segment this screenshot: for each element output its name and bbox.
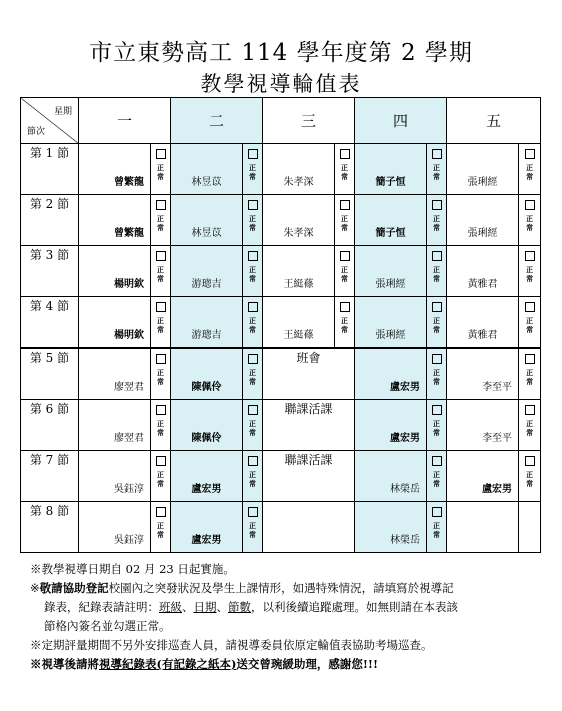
note-recording-emphasis: 敬請協助登記 bbox=[39, 581, 109, 595]
day-header-thu: 四 bbox=[355, 98, 447, 144]
teacher-name: 簡子恒 bbox=[375, 228, 406, 239]
teacher-cell bbox=[355, 144, 427, 195]
teacher-cell bbox=[79, 144, 151, 195]
period-label: 第 3 節 bbox=[21, 246, 79, 297]
normal-status-label: 正 常 bbox=[157, 368, 164, 386]
teacher-cell bbox=[355, 502, 427, 553]
teacher-name: 廖翌君 bbox=[114, 382, 144, 393]
status-cell bbox=[243, 246, 263, 297]
teacher-cell bbox=[447, 297, 519, 349]
status-cell bbox=[519, 400, 541, 451]
teacher-name: 楊明欽 bbox=[114, 330, 144, 341]
normal-status-label: 正 常 bbox=[249, 316, 257, 334]
status-cell bbox=[243, 195, 263, 246]
teacher-cell bbox=[263, 195, 335, 246]
normal-status-label: 正 常 bbox=[526, 163, 534, 181]
roster-body bbox=[21, 144, 541, 553]
normal-checkbox[interactable] bbox=[340, 149, 350, 159]
teacher-name: 盧宏男 bbox=[390, 433, 421, 444]
teacher-cell bbox=[171, 195, 243, 246]
normal-checkbox[interactable] bbox=[432, 354, 442, 364]
teacher-name: 林榮岳 bbox=[390, 535, 421, 546]
normal-checkbox[interactable] bbox=[156, 507, 166, 517]
normal-checkbox[interactable] bbox=[248, 354, 258, 364]
status-cell bbox=[335, 297, 355, 349]
normal-status-label: 正 常 bbox=[433, 470, 441, 488]
teacher-cell bbox=[263, 297, 335, 349]
teacher-name: 張琍經 bbox=[375, 330, 406, 341]
teacher-name: 林昱苡 bbox=[191, 177, 222, 188]
teacher-cell bbox=[355, 297, 427, 349]
status-cell bbox=[243, 451, 263, 502]
period-row bbox=[21, 246, 541, 297]
teacher-name: 李至平 bbox=[482, 382, 513, 393]
note-exam-period: ※定期評量期間不另外安排巡查人員，請視導委員依原定輪值表協助考場巡查。 bbox=[30, 638, 433, 652]
normal-checkbox[interactable] bbox=[156, 456, 166, 466]
normal-status-label: 正 常 bbox=[341, 214, 349, 232]
normal-checkbox[interactable] bbox=[248, 149, 258, 159]
teacher-name: 曾繁龍 bbox=[114, 228, 144, 239]
teacher-cell bbox=[355, 400, 427, 451]
teacher-cell bbox=[447, 502, 519, 553]
status-cell bbox=[151, 144, 171, 195]
note-submit: ※視導後請將視導紀錄表(有記錄之紙本)送交曾琬緩助理，感謝您!!! bbox=[30, 657, 379, 671]
status-cell bbox=[243, 144, 263, 195]
status-cell bbox=[427, 502, 447, 553]
corner-period-label: 節次 bbox=[27, 127, 46, 137]
period-row bbox=[21, 144, 541, 195]
status-cell bbox=[519, 246, 541, 297]
normal-status-label: 正 常 bbox=[157, 214, 164, 232]
teacher-name: 李至平 bbox=[482, 433, 513, 444]
normal-status-label: 正 常 bbox=[157, 521, 164, 539]
teacher-name: 黃雅君 bbox=[467, 279, 498, 290]
teacher-cell bbox=[447, 246, 519, 297]
normal-checkbox[interactable] bbox=[248, 302, 258, 312]
teacher-cell bbox=[447, 451, 519, 502]
normal-checkbox[interactable] bbox=[525, 200, 535, 210]
status-cell bbox=[243, 297, 263, 349]
normal-status-label: 正 常 bbox=[341, 163, 349, 181]
teacher-cell bbox=[171, 400, 243, 451]
normal-status-label: 正 常 bbox=[249, 419, 257, 437]
normal-checkbox[interactable] bbox=[432, 405, 442, 415]
status-cell bbox=[519, 502, 541, 553]
status-cell bbox=[427, 451, 447, 502]
teacher-cell bbox=[171, 246, 243, 297]
normal-status-label: 正 常 bbox=[157, 470, 164, 488]
normal-checkbox[interactable] bbox=[340, 200, 350, 210]
teacher-cell bbox=[447, 195, 519, 246]
normal-checkbox[interactable] bbox=[525, 302, 535, 312]
period-row bbox=[21, 348, 541, 400]
teacher-name: 陳佩伶 bbox=[191, 433, 222, 444]
normal-checkbox[interactable] bbox=[248, 507, 258, 517]
teacher-cell bbox=[263, 144, 335, 195]
day-header-wed: 三 bbox=[263, 98, 355, 144]
teacher-name: 張琍經 bbox=[467, 177, 498, 188]
normal-checkbox[interactable] bbox=[248, 251, 258, 261]
teacher-cell bbox=[79, 195, 151, 246]
normal-status-label: 正 常 bbox=[157, 316, 164, 334]
normal-status-label: 正 常 bbox=[249, 214, 257, 232]
teacher-name: 盧宏男 bbox=[191, 535, 222, 546]
teacher-name: 廖翌君 bbox=[114, 433, 144, 444]
status-cell bbox=[519, 144, 541, 195]
status-cell bbox=[151, 246, 171, 297]
teacher-cell bbox=[447, 400, 519, 451]
normal-status-label: 正 常 bbox=[341, 265, 349, 283]
normal-status-label: 正 常 bbox=[526, 214, 534, 232]
normal-status-label: 正 常 bbox=[157, 163, 164, 181]
status-cell bbox=[427, 144, 447, 195]
period-label: 第 6 節 bbox=[21, 400, 79, 451]
normal-status-label: 正 常 bbox=[433, 419, 441, 437]
normal-checkbox[interactable] bbox=[432, 149, 442, 159]
activity-cell: 聯課活課 bbox=[263, 400, 355, 451]
activity-cell: 班會 bbox=[263, 348, 355, 400]
status-cell bbox=[427, 246, 447, 297]
status-cell bbox=[151, 297, 171, 349]
status-cell bbox=[151, 348, 171, 400]
normal-checkbox[interactable] bbox=[156, 200, 166, 210]
status-cell bbox=[335, 144, 355, 195]
teacher-name: 游璁吉 bbox=[191, 330, 222, 341]
note-start-date: ※教學視導日期自 02 月 23 日起實施。 bbox=[30, 562, 235, 576]
teacher-cell bbox=[171, 297, 243, 349]
status-cell bbox=[519, 195, 541, 246]
teacher-name: 吳鈺淳 bbox=[114, 535, 144, 546]
normal-status-label: 正 常 bbox=[433, 265, 441, 283]
document-title: 市立東勢高工 114 學年度第 2 學期 bbox=[89, 40, 473, 66]
teacher-cell bbox=[355, 246, 427, 297]
status-cell bbox=[151, 400, 171, 451]
document-subtitle: 教學視導輪值表 bbox=[200, 72, 362, 96]
teacher-cell bbox=[355, 195, 427, 246]
day-header-mon: 一 bbox=[79, 98, 171, 144]
status-cell bbox=[335, 246, 355, 297]
teacher-name: 吳鈺淳 bbox=[114, 484, 144, 495]
normal-status-label: 正 常 bbox=[526, 368, 534, 386]
normal-checkbox[interactable] bbox=[248, 405, 258, 415]
status-cell bbox=[427, 297, 447, 349]
status-cell bbox=[519, 348, 541, 400]
teacher-cell bbox=[171, 144, 243, 195]
normal-checkbox[interactable] bbox=[432, 200, 442, 210]
normal-checkbox[interactable] bbox=[432, 507, 442, 517]
status-cell bbox=[151, 195, 171, 246]
period-row bbox=[21, 297, 541, 349]
teacher-name: 林榮岳 bbox=[390, 484, 421, 495]
normal-checkbox[interactable] bbox=[156, 354, 166, 364]
status-cell bbox=[151, 502, 171, 553]
status-cell bbox=[243, 502, 263, 553]
table-corner-header bbox=[21, 98, 79, 144]
teacher-name: 朱孝深 bbox=[283, 228, 314, 239]
period-row bbox=[21, 502, 541, 553]
note-recording-end: 節格內簽名並勾選正常。 bbox=[44, 619, 171, 633]
normal-status-label: 正 常 bbox=[433, 163, 441, 181]
normal-checkbox[interactable] bbox=[432, 456, 442, 466]
period-label: 第 4 節 bbox=[21, 297, 79, 349]
status-cell bbox=[151, 451, 171, 502]
normal-checkbox[interactable] bbox=[340, 302, 350, 312]
teacher-cell bbox=[355, 348, 427, 400]
status-cell bbox=[519, 451, 541, 502]
normal-status-label: 正 常 bbox=[526, 316, 534, 334]
normal-checkbox[interactable] bbox=[432, 302, 442, 312]
normal-status-label: 正 常 bbox=[526, 265, 534, 283]
status-cell bbox=[519, 297, 541, 349]
period-label: 第 8 節 bbox=[21, 502, 79, 553]
teacher-cell bbox=[447, 144, 519, 195]
normal-status-label: 正 常 bbox=[249, 470, 257, 488]
teacher-cell bbox=[171, 502, 243, 553]
normal-checkbox[interactable] bbox=[156, 405, 166, 415]
normal-status-label: 正 常 bbox=[249, 265, 257, 283]
note-submit-form: 視導紀錄表(有記錄之紙本) bbox=[99, 657, 237, 671]
teacher-name: 盧宏男 bbox=[191, 484, 222, 495]
normal-checkbox[interactable] bbox=[156, 251, 166, 261]
normal-checkbox[interactable] bbox=[248, 456, 258, 466]
normal-status-label: 正 常 bbox=[526, 470, 534, 488]
teacher-name: 朱孝深 bbox=[283, 177, 314, 188]
normal-checkbox[interactable] bbox=[156, 149, 166, 159]
note-recording: ※敬請協助登記校園內之突發狀況及學生上課情形，如遇特殊情況，請填寫於視導記 bbox=[30, 581, 454, 595]
teacher-name: 楊明欽 bbox=[114, 279, 144, 290]
normal-checkbox[interactable] bbox=[432, 251, 442, 261]
duty-roster-table bbox=[20, 97, 541, 553]
teacher-cell bbox=[447, 348, 519, 400]
teacher-name: 張琍經 bbox=[375, 279, 406, 290]
status-cell bbox=[427, 400, 447, 451]
teacher-cell bbox=[79, 502, 151, 553]
period-row bbox=[21, 400, 541, 451]
teacher-cell bbox=[79, 400, 151, 451]
teacher-cell bbox=[355, 451, 427, 502]
teacher-name: 盧宏男 bbox=[390, 382, 421, 393]
notes-section bbox=[30, 560, 545, 674]
period-label: 第 5 節 bbox=[21, 348, 79, 400]
normal-checkbox[interactable] bbox=[248, 200, 258, 210]
normal-checkbox[interactable] bbox=[525, 149, 535, 159]
teacher-name: 王綎蓧 bbox=[283, 330, 314, 341]
normal-status-label: 正 常 bbox=[249, 368, 257, 386]
normal-status-label: 正 常 bbox=[249, 163, 257, 181]
activity-cell: 聯課活課 bbox=[263, 451, 355, 502]
note-field-class: 班級 bbox=[159, 600, 182, 614]
status-cell bbox=[243, 348, 263, 400]
note-field-period: 節數 bbox=[228, 600, 251, 614]
note-field-date: 日期 bbox=[193, 600, 217, 614]
teacher-cell bbox=[263, 246, 335, 297]
normal-status-label: 正 常 bbox=[341, 316, 349, 334]
period-row bbox=[21, 195, 541, 246]
teacher-name: 曾繁龍 bbox=[114, 177, 144, 188]
status-cell bbox=[427, 348, 447, 400]
activity-cell bbox=[263, 502, 355, 553]
normal-status-label: 正 常 bbox=[433, 316, 441, 334]
teacher-cell bbox=[79, 451, 151, 502]
teacher-cell bbox=[171, 348, 243, 400]
normal-checkbox[interactable] bbox=[525, 251, 535, 261]
period-label: 第 1 節 bbox=[21, 144, 79, 195]
corner-day-label: 星期 bbox=[53, 107, 72, 117]
normal-checkbox[interactable] bbox=[525, 456, 535, 466]
period-label: 第 2 節 bbox=[21, 195, 79, 246]
normal-status-label: 正 常 bbox=[249, 521, 257, 539]
normal-checkbox[interactable] bbox=[156, 302, 166, 312]
normal-status-label: 正 常 bbox=[433, 368, 441, 386]
normal-checkbox[interactable] bbox=[340, 251, 350, 261]
status-cell bbox=[335, 195, 355, 246]
teacher-cell bbox=[171, 451, 243, 502]
day-header-tue: 二 bbox=[171, 98, 263, 144]
teacher-cell bbox=[79, 348, 151, 400]
normal-status-label: 正 常 bbox=[526, 419, 534, 437]
normal-status-label: 正 常 bbox=[433, 521, 441, 539]
normal-status-label: 正 常 bbox=[157, 265, 164, 283]
note-recording-cont: 錄表，紀錄表請註明：班級、日期、節數，以利後續追蹤處理。如無則請在本表該 bbox=[44, 600, 458, 614]
period-label: 第 7 節 bbox=[21, 451, 79, 502]
teacher-name: 陳佩伶 bbox=[191, 382, 222, 393]
normal-status-label: 正 常 bbox=[157, 419, 164, 437]
teacher-name: 簡子恒 bbox=[375, 177, 406, 188]
teacher-name: 盧宏男 bbox=[482, 484, 513, 495]
normal-status-label: 正 常 bbox=[433, 214, 441, 232]
teacher-cell bbox=[79, 246, 151, 297]
day-header-fri: 五 bbox=[447, 98, 541, 144]
teacher-name: 王綎蓧 bbox=[283, 279, 314, 290]
teacher-name: 游璁吉 bbox=[191, 279, 222, 290]
teacher-name: 黃雅君 bbox=[467, 330, 498, 341]
normal-checkbox[interactable] bbox=[525, 354, 535, 364]
status-cell bbox=[427, 195, 447, 246]
teacher-name: 林昱苡 bbox=[191, 228, 222, 239]
normal-checkbox[interactable] bbox=[525, 405, 535, 415]
status-cell bbox=[243, 400, 263, 451]
period-row bbox=[21, 451, 541, 502]
teacher-cell bbox=[79, 297, 151, 349]
teacher-name: 張琍經 bbox=[467, 228, 498, 239]
